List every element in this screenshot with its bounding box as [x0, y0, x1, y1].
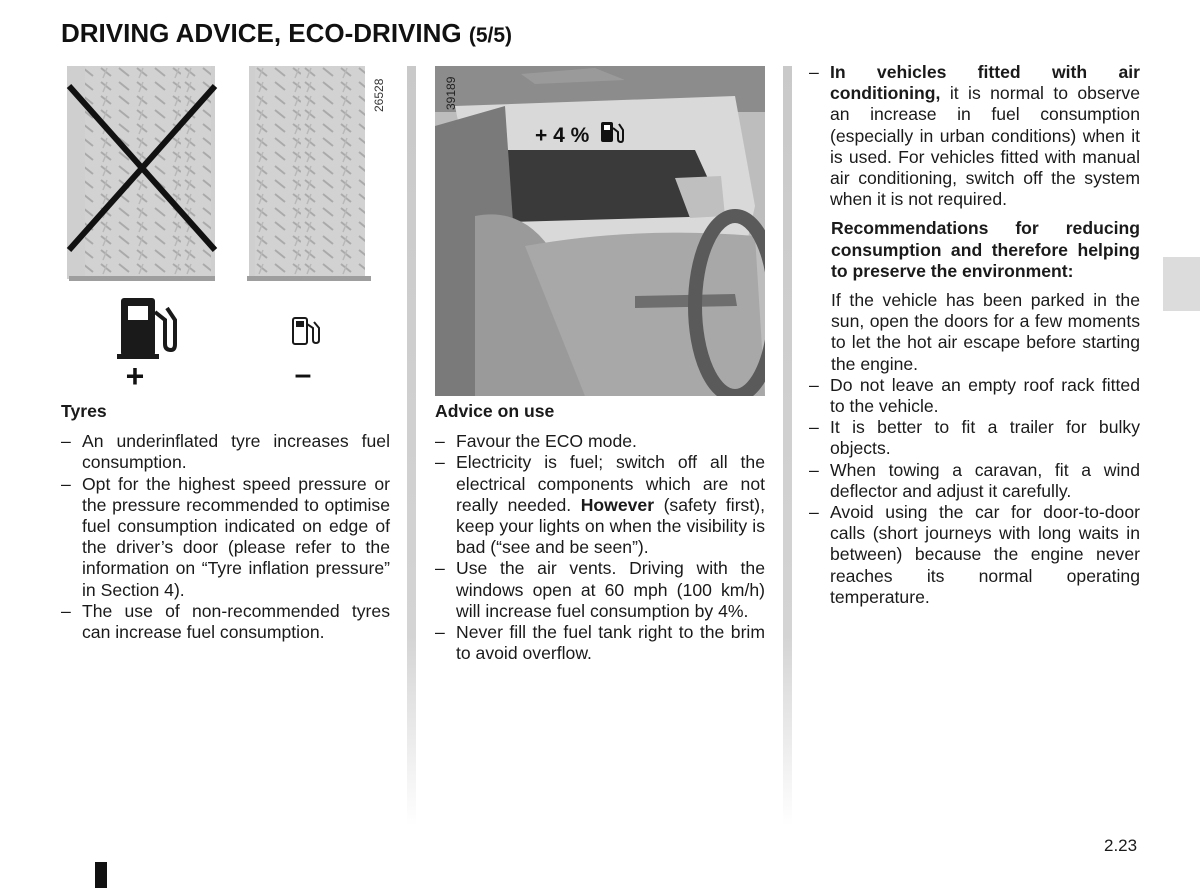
section-tab-marker	[1163, 257, 1200, 311]
column-air-conditioning	[809, 62, 1140, 608]
list-item	[435, 452, 765, 558]
tyres-heading: Tyres	[61, 401, 107, 421]
list-item-emphasis: In vehicles fitted with air conditioning,	[830, 62, 1140, 104]
air-vents-figure	[435, 66, 765, 396]
correct-tyre	[255, 66, 365, 279]
list-item: – Use the air vents. Driving with the windows open at 60 mph (100 km/h) will increase fuel consumption by 4%.	[435, 558, 765, 622]
list-item: – Opt for the highest speed pressure or the pressure recommended to optimise fuel consumption indicated on edge of the driver’s door (please refer to the information on “Tyre inflation pressure” in Section 4).	[61, 474, 390, 601]
list-item-emphasis: However	[580, 494, 655, 515]
parked-paragraph: If the vehicle has been parked in the sun, open the doors for a few moments to let the hot air escape before starting the engine.	[831, 290, 1140, 374]
list-item: – The use of non-recommended tyres can increase fuel consumption.	[61, 601, 390, 643]
page-title-part: (5/5)	[468, 24, 513, 47]
less-fuel-symbol: –	[294, 358, 312, 391]
tyres-ref-text: 26528	[372, 78, 386, 112]
air-conditioning-list	[809, 62, 1140, 210]
fuel-pump-large-icon	[117, 298, 175, 359]
list-item-text: Electricity is fuel; switch off all the electrical components which are not really needed.	[456, 452, 765, 515]
page-title-text: DRIVING ADVICE, ECO-DRIVING	[61, 18, 462, 48]
tyres-illustration	[61, 66, 391, 396]
recommendations-heading: Recommendations for reducing consumption and therefore helping to preserve the environment:	[831, 218, 1140, 281]
corner-bar	[95, 862, 107, 888]
list-item	[809, 62, 1140, 210]
more-fuel-symbol: +	[125, 358, 145, 394]
page-number: 2.23	[1104, 836, 1138, 855]
list-item: – Avoid using the car for door-to-door calls (short journeys with long waits in between) because the engine never reaches its normal operating temperature.	[809, 502, 1140, 608]
column-tyres	[61, 66, 390, 643]
list-item: – Never fill the fuel tank right to the brim to avoid overflow.	[435, 622, 765, 664]
fuel-pump-small-icon	[293, 318, 319, 344]
vents-label: + 4 %	[535, 124, 590, 147]
tyres-figure	[61, 66, 391, 396]
list-item-text: (safety first), keep your lights on when the visibility is bad (“see and be seen”).	[456, 494, 765, 558]
list-item: – An underinflated tyre increases fuel consumption.	[61, 431, 390, 473]
list-item: – When towing a caravan, fit a wind deflector and adjust it carefully.	[809, 460, 1140, 502]
advice-list	[435, 431, 765, 664]
list-item: – Do not leave an empty roof rack fitted to the vehicle.	[809, 375, 1140, 417]
tyres-list	[61, 431, 390, 643]
page-title	[61, 18, 512, 49]
column-advice	[435, 66, 765, 664]
car-interior-illustration	[435, 66, 765, 396]
vents-ref-text: 39189	[444, 76, 458, 110]
list-item: – It is better to fit a trailer for bulky objects.	[809, 417, 1140, 459]
advice-heading: Advice on use	[435, 401, 555, 421]
list-item: – Favour the ECO mode.	[435, 431, 765, 452]
column-divider-2	[783, 66, 792, 826]
list-item-text: it is normal to observe an increase in fuel consumption (especially in urban conditions) when it is used. For vehicles fitted with manual air conditioning, switch off the system when it is not required.	[830, 83, 1140, 210]
recommendations-list	[809, 375, 1140, 608]
column-divider-1	[407, 66, 416, 826]
